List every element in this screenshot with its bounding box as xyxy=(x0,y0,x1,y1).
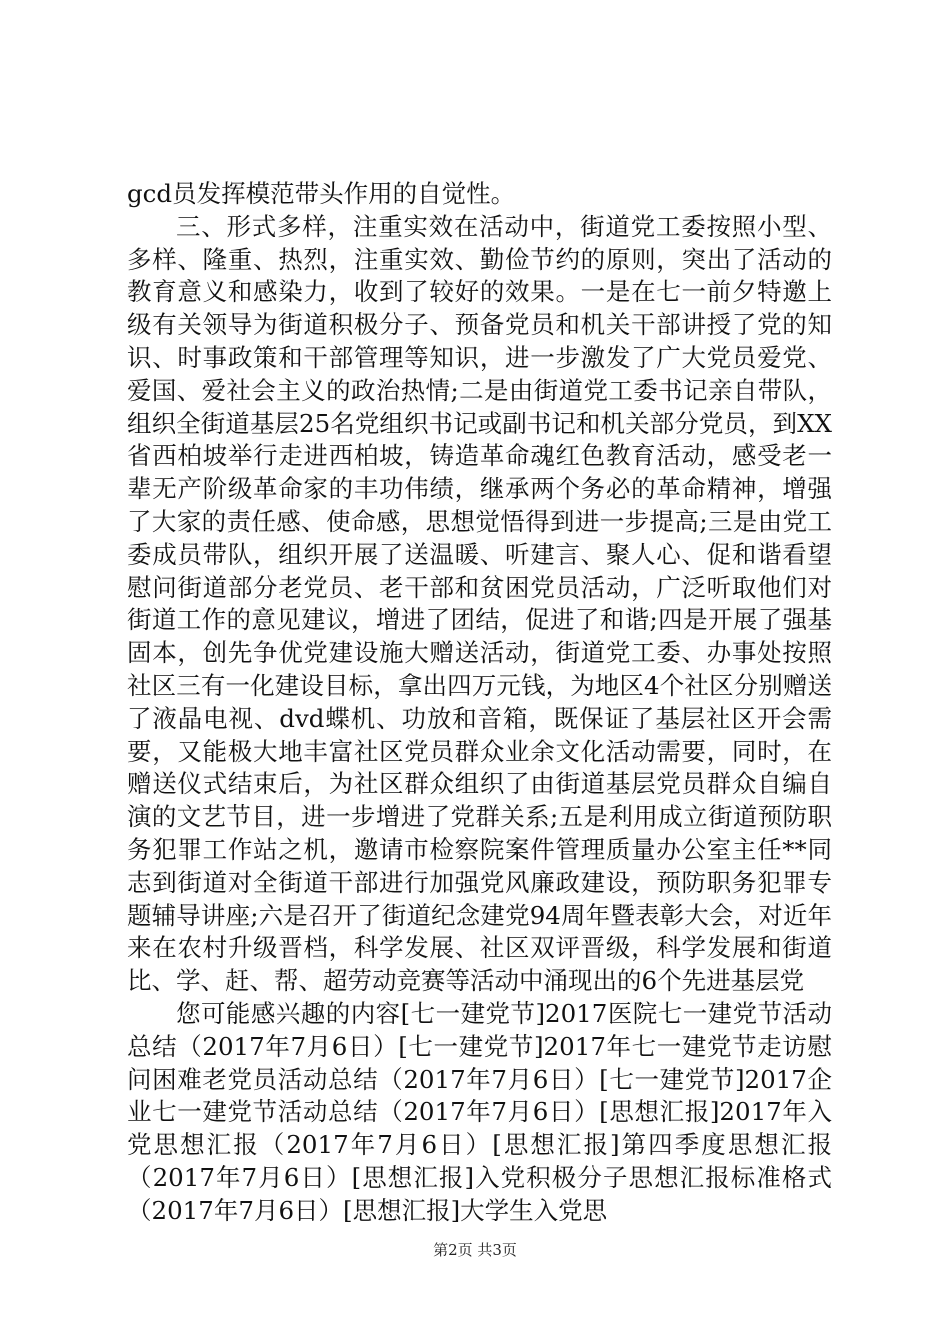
paragraph-related-content: 您可能感兴趣的内容[七一建党节]2017医院七一建党节活动总结（2017年7月6日）[七一建党节]2017年七一建党节走访慰问困难老党员活动总结（2017年7月6日）[七一建党节]2017企业七一建党节活动总结（2017年7月6日）[思想汇报]2017年入党思想汇报（2017年7月6日）[思想汇报]第四季度思想汇报（2017年7月6日）[思想汇报]入党积极分子思想汇报标准格式（2017年7月6日）[思想汇报]大学生入党思 xyxy=(127,998,832,1225)
document-body xyxy=(127,178,832,1228)
page-number-footer: 第2页 共3页 xyxy=(433,1241,517,1259)
paragraph-section-three: 三、形式多样，注重实效在活动中，街道党工委按照小型、多样、隆重、热烈，注重实效、勤俭节约的原则，突出了活动的教育意义和感染力，收到了较好的效果。一是在七一前夕特邀上级有关领导为街道积极分子、预备党员和机关干部讲授了党的知识、时事政策和干部管理等知识，进一步激发了广大党员爱党、爱国、爱社会主义的政治热情;二是由街道党工委书记亲自带队，组织全街道基层25名党组织书记或副书记和机关部分党员，到XX省西柏坡举行走进西柏坡，铸造革命魂红色教育活动，感受老一辈无产阶级革命家的丰功伟绩，继承两个务必的革命精神，增强了大家的责任感、使命感，思想觉悟得到进一步提高;三是由党工委成员带队，组织开展了送温暖、听建言、聚人心、促和谐看望慰问街道部分老党员、老干部和贫困党员活动，广泛听取他们对街道工作的意见建议，增进了团结，促进了和谐;四是开展了强基固本，创先争优党建设施大赠送活动，街道党工委、办事处按照社区三有一化建设目标，拿出四万元钱，为地区4个社区分别赠送了液晶电视、dvd蝶机、功放和音箱，既保证了基层社区开会需要，又能极大地丰富社区党员群众业余文化活动需要，同时，在赠送仪式结束后，为社区群众组织了由街道基层党员群众自编自演的文艺节目，进一步增进了党群关系;五是利用成立街道预防职务犯罪工作站之机，邀请市检察院案件管理质量办公室主任**同志到街道对全街道干部进行加强党风廉政建设，预防职务犯罪专题辅导讲座;六是召开了街道纪念建党94周年暨表彰大会，对近年来在农村升级晋档，科学发展、社区双评晋级，科学发展和街道比、学、赶、帮、超劳动竞赛等活动中涌现出的6个先进基层党 xyxy=(127,211,832,996)
paragraph-continuation: gcd员发挥模范带头作用的自觉性。 xyxy=(127,179,516,208)
